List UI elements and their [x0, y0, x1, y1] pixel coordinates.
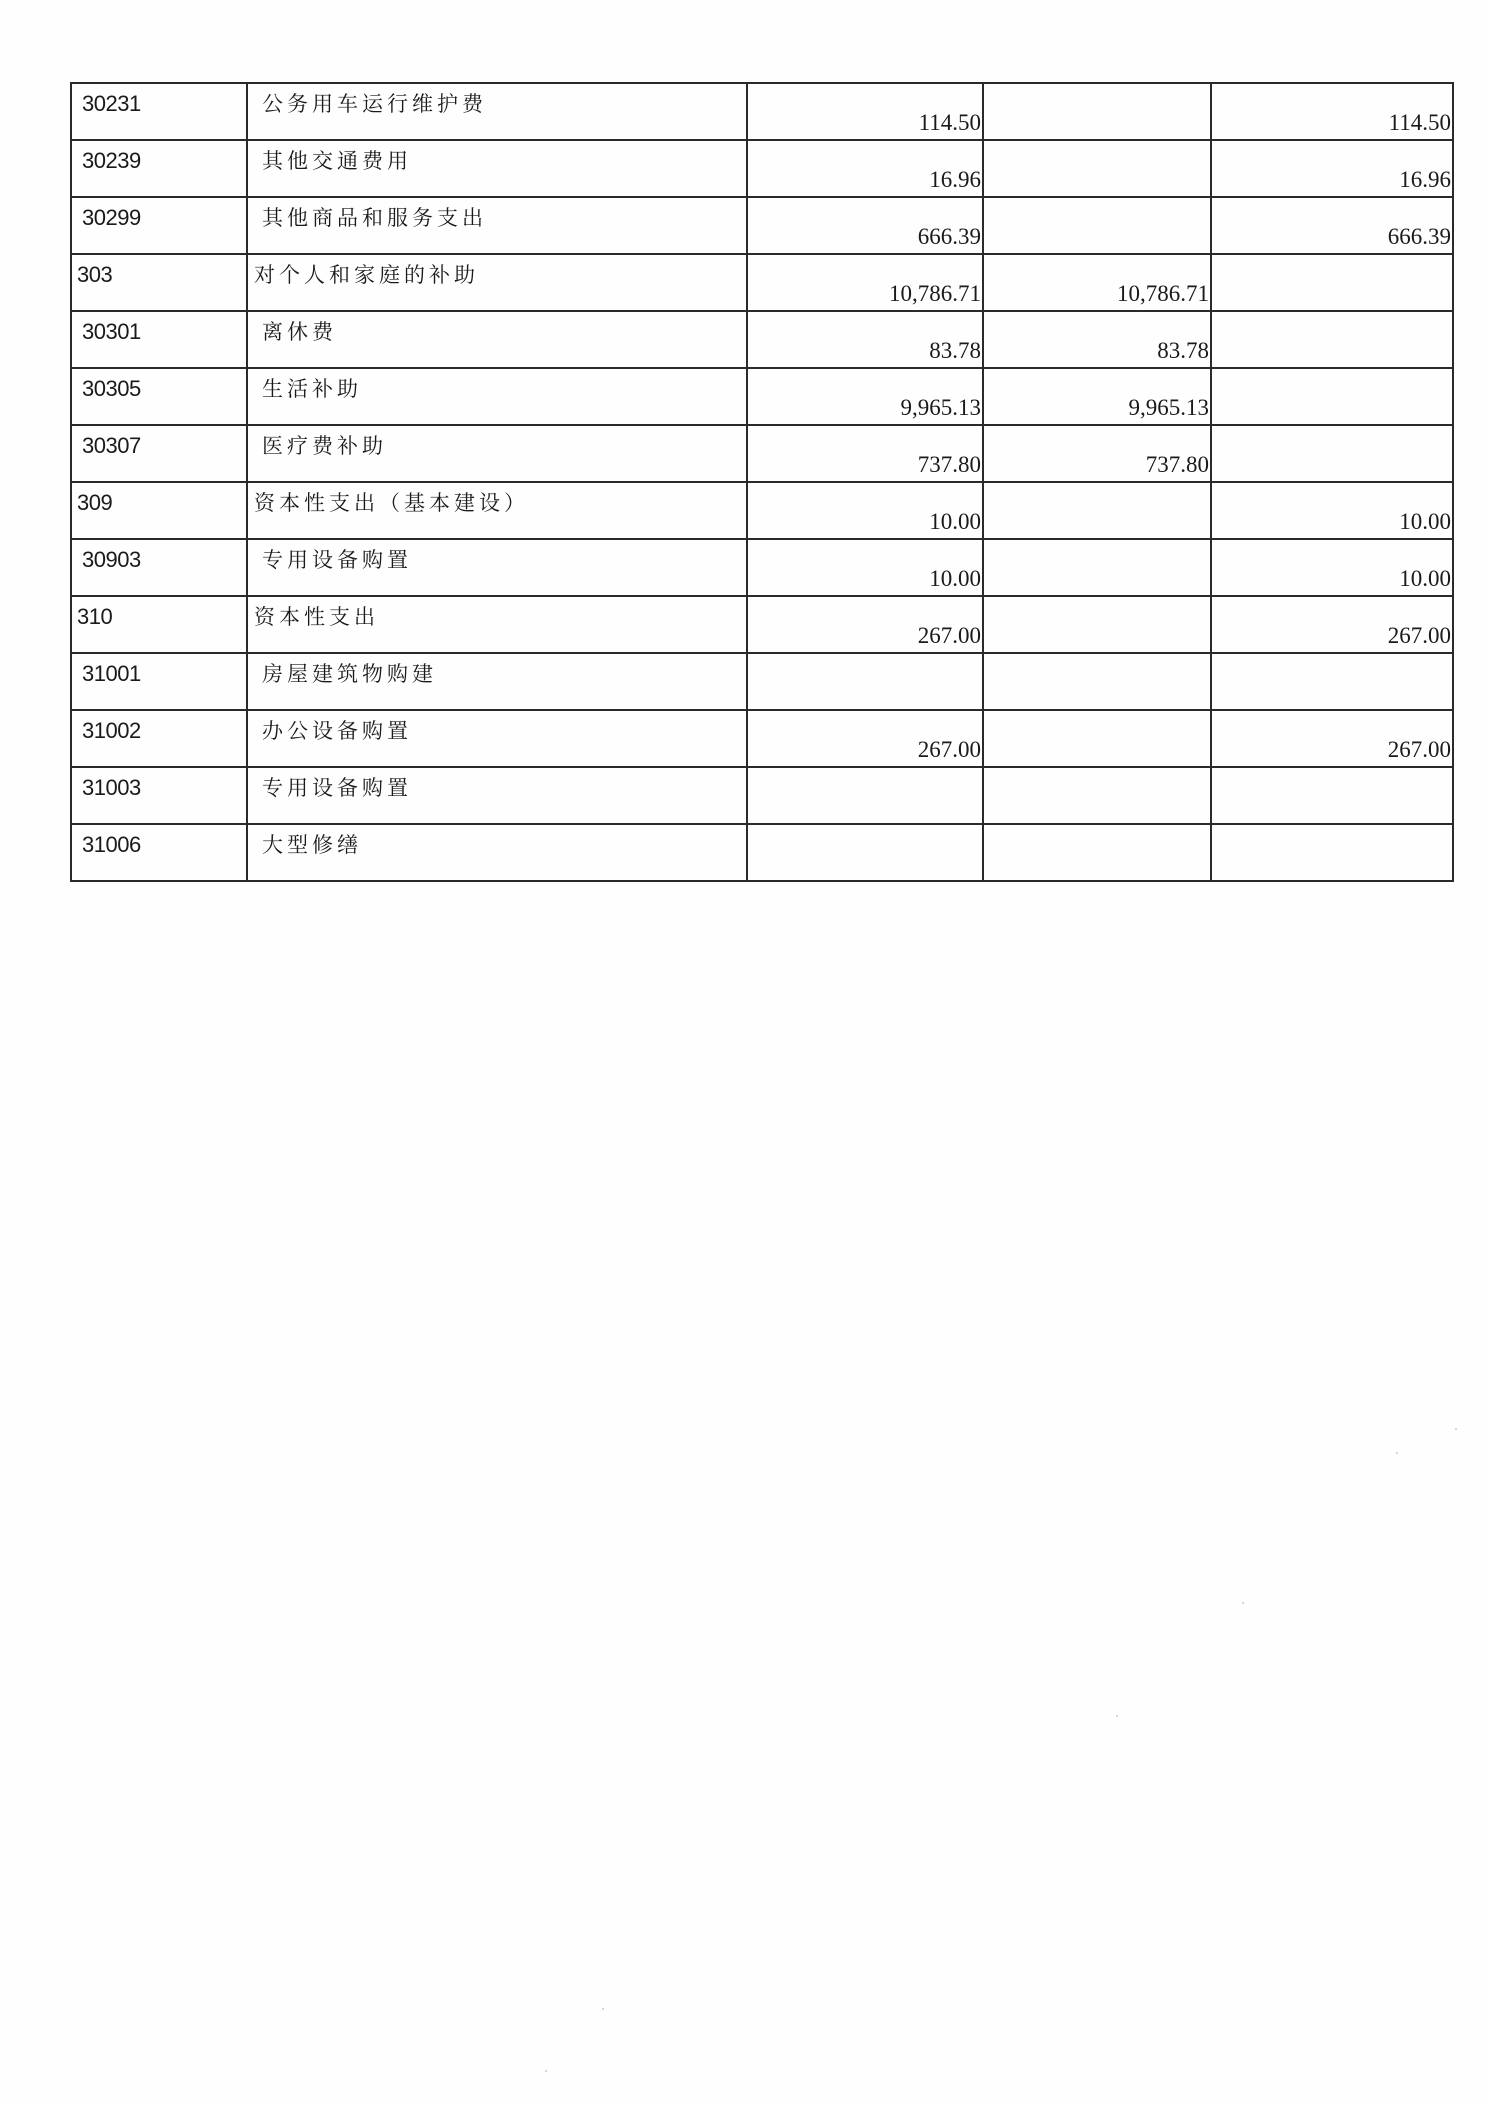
table-row	[71, 482, 1453, 539]
row-name: 专用设备购置	[247, 539, 747, 596]
row-code: 309	[71, 482, 247, 539]
row-code: 30231	[71, 83, 247, 140]
row-value-3	[1211, 653, 1453, 710]
row-value-3	[1211, 767, 1453, 824]
row-value-2	[983, 824, 1211, 881]
row-name: 医疗费补助	[247, 425, 747, 482]
table-row	[71, 596, 1453, 653]
scan-speck	[602, 2008, 604, 2010]
table-row	[71, 653, 1453, 710]
row-value-1	[747, 653, 983, 710]
row-code: 303	[71, 254, 247, 311]
row-value-2	[983, 482, 1211, 539]
row-name: 房屋建筑物购建	[247, 653, 747, 710]
row-value-1: 267.00	[747, 710, 983, 767]
row-name: 资本性支出	[247, 596, 747, 653]
row-value-2	[983, 83, 1211, 140]
row-code: 30307	[71, 425, 247, 482]
row-name: 其他商品和服务支出	[247, 197, 747, 254]
row-value-3	[1211, 368, 1453, 425]
table-row	[71, 254, 1453, 311]
row-name: 资本性支出（基本建设）	[247, 482, 747, 539]
row-value-3	[1211, 311, 1453, 368]
row-value-2	[983, 197, 1211, 254]
row-name: 专用设备购置	[247, 767, 747, 824]
scan-speck	[545, 2070, 547, 2072]
row-value-3	[1211, 425, 1453, 482]
expenditure-table	[70, 82, 1454, 882]
row-value-1: 10.00	[747, 482, 983, 539]
row-value-2	[983, 539, 1211, 596]
row-code: 30903	[71, 539, 247, 596]
table-row	[71, 140, 1453, 197]
row-value-1: 9,965.13	[747, 368, 983, 425]
table-row	[71, 710, 1453, 767]
row-name: 办公设备购置	[247, 710, 747, 767]
row-value-3: 267.00	[1211, 710, 1453, 767]
row-value-1: 10.00	[747, 539, 983, 596]
row-code: 30299	[71, 197, 247, 254]
table-row	[71, 197, 1453, 254]
row-code: 31003	[71, 767, 247, 824]
row-code: 31006	[71, 824, 247, 881]
row-value-2	[983, 710, 1211, 767]
row-value-1	[747, 767, 983, 824]
row-code: 30239	[71, 140, 247, 197]
table-row	[71, 539, 1453, 596]
table-body	[71, 83, 1453, 881]
row-code: 30301	[71, 311, 247, 368]
row-value-3: 666.39	[1211, 197, 1453, 254]
table-row	[71, 311, 1453, 368]
row-value-2: 9,965.13	[983, 368, 1211, 425]
row-value-3: 114.50	[1211, 83, 1453, 140]
scan-speck	[1116, 1715, 1118, 1717]
scan-speck	[1396, 1452, 1398, 1454]
row-value-1: 16.96	[747, 140, 983, 197]
row-value-3: 267.00	[1211, 596, 1453, 653]
table-row	[71, 767, 1453, 824]
row-code: 31002	[71, 710, 247, 767]
row-value-1: 83.78	[747, 311, 983, 368]
scan-speck	[1242, 1602, 1244, 1604]
row-value-2	[983, 653, 1211, 710]
table-row	[71, 824, 1453, 881]
row-value-1: 737.80	[747, 425, 983, 482]
row-name: 其他交通费用	[247, 140, 747, 197]
row-value-2: 83.78	[983, 311, 1211, 368]
row-code: 31001	[71, 653, 247, 710]
row-value-3	[1211, 254, 1453, 311]
row-name: 离休费	[247, 311, 747, 368]
row-value-1: 10,786.71	[747, 254, 983, 311]
row-value-2	[983, 140, 1211, 197]
row-value-3: 10.00	[1211, 539, 1453, 596]
table-row	[71, 425, 1453, 482]
row-value-3: 10.00	[1211, 482, 1453, 539]
row-value-2	[983, 767, 1211, 824]
row-code: 310	[71, 596, 247, 653]
table-row	[71, 83, 1453, 140]
row-value-1	[747, 824, 983, 881]
row-value-3: 16.96	[1211, 140, 1453, 197]
table-row	[71, 368, 1453, 425]
row-value-2	[983, 596, 1211, 653]
row-value-1: 114.50	[747, 83, 983, 140]
row-code: 30305	[71, 368, 247, 425]
row-name: 生活补助	[247, 368, 747, 425]
row-name: 对个人和家庭的补助	[247, 254, 747, 311]
row-name: 公务用车运行维护费	[247, 83, 747, 140]
row-value-2: 737.80	[983, 425, 1211, 482]
row-value-1: 267.00	[747, 596, 983, 653]
scan-speck	[1455, 1428, 1457, 1430]
row-value-3	[1211, 824, 1453, 881]
row-value-2: 10,786.71	[983, 254, 1211, 311]
row-value-1: 666.39	[747, 197, 983, 254]
row-name: 大型修缮	[247, 824, 747, 881]
